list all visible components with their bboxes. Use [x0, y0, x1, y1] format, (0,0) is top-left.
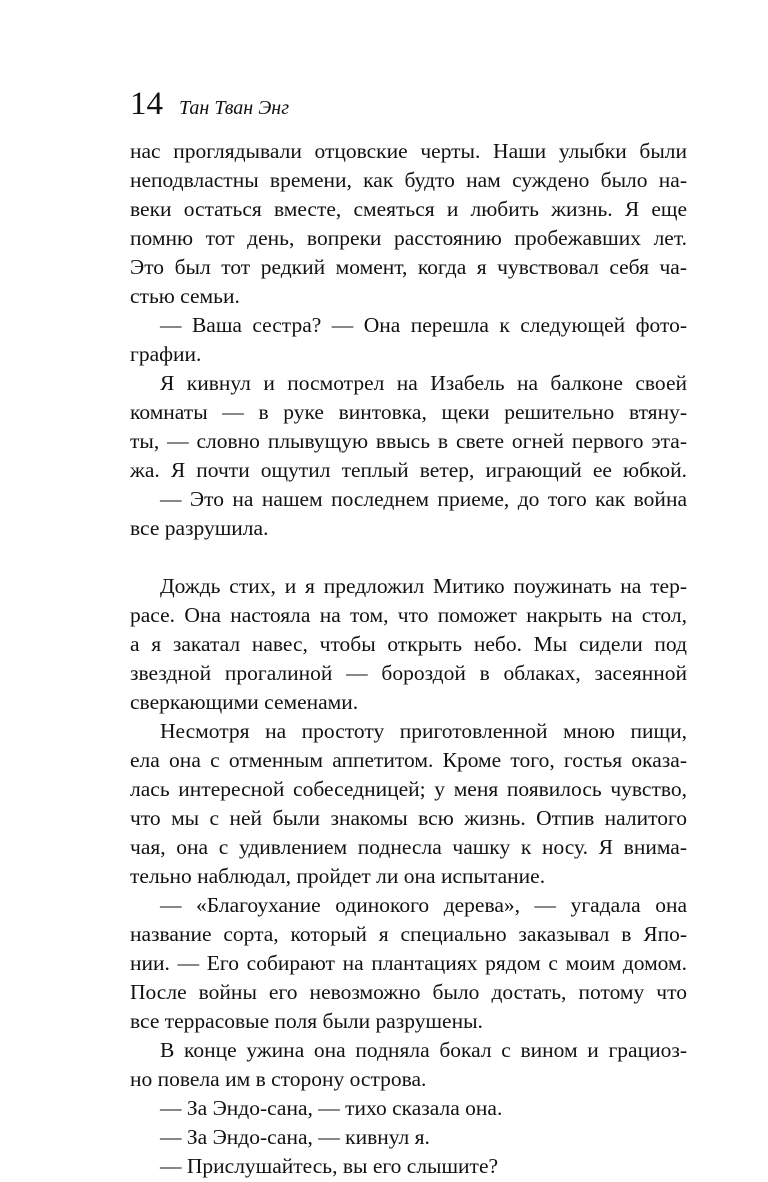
text-line: все террасовые поля были разрушены.: [130, 1009, 483, 1033]
text-line: — Прислушайтесь, вы его слышите?: [160, 1154, 499, 1178]
text-line: В конце ужина она подняла бокал с вином и грациоз-: [160, 1038, 687, 1062]
text-line: жа. Я почти ощутил теплый ветер, играющий ее юбкой.: [130, 458, 687, 482]
text-line: расе. Она настояла на том, что поможет накрыть на стол,: [130, 603, 687, 627]
text-line: но повела им в сторону острова.: [130, 1067, 427, 1091]
text-line: тельно наблюдал, пройдет ли она испытание.: [130, 864, 546, 888]
text-line: — Это на нашем последнем приеме, до того как война: [160, 487, 687, 511]
text-line: неподвластны времени, как будто нам суждено было на-: [130, 168, 687, 192]
text-line: а я закатал навес, чтобы открыть небо. Мы сидели под: [130, 632, 687, 656]
text-line: что мы с ней были знакомы всю жизнь. Отпив налитого: [130, 806, 687, 830]
text-line: После войны его невозможно было достать, потому что: [130, 980, 687, 1004]
author-name: Тан Тван Энг: [179, 97, 290, 119]
text-line: графии.: [130, 342, 202, 366]
text-line: название сорта, который я специально заказывал в Япо-: [130, 922, 687, 946]
text-line: Дождь стих, и я предложил Митико поужинать на тер-: [160, 574, 687, 598]
running-head: [130, 86, 289, 122]
text-line: — За Эндо-сана, — тихо сказала она.: [160, 1096, 503, 1120]
text-line: веки остаться вместе, смеяться и любить жизнь. Я еще: [130, 197, 687, 221]
text-line: сверкающими семенами.: [130, 690, 359, 714]
text-line: — «Благоухание одинокого дерева», — угадала она: [160, 893, 687, 917]
text-line: ела она с отменным аппетитом. Кроме того, гостья оказа-: [130, 748, 687, 772]
text-line: лась интересной собеседницей; у меня появилось чувство,: [130, 777, 687, 801]
text-line: все разрушила.: [130, 516, 269, 540]
page-number: 14: [130, 86, 163, 122]
text-line: нас проглядывали отцовские черты. Наши улыбки были: [130, 139, 687, 163]
text-line: помню тот день, вопреки расстоянию пробежавших лет.: [130, 226, 687, 250]
text-line: ты, — словно плывущую ввысь в свете огней первого эта-: [130, 429, 687, 453]
text-line: стью семьи.: [130, 284, 240, 308]
text-line: нии. — Его собирают на плантациях рядом с моим домом.: [130, 951, 687, 975]
text-line: Это был тот редкий момент, когда я чувствовал себя ча-: [130, 255, 687, 279]
text-line: — Ваша сестра? — Она перешла к следующей фото-: [160, 313, 687, 337]
text-line: комнаты — в руке винтовка, щеки решительно втяну-: [130, 400, 687, 424]
text-line: — За Эндо-сана, — кивнул я.: [160, 1125, 430, 1149]
text-line: Я кивнул и посмотрел на Изабель на балконе своей: [160, 371, 687, 395]
text-line: звездной прогалиной — бороздой в облаках, засеянной: [130, 661, 687, 685]
text-line: чая, она с удивлением поднесла чашку к носу. Я внима-: [130, 835, 687, 859]
text-line: Несмотря на простоту приготовленной мною пищи,: [160, 719, 687, 743]
